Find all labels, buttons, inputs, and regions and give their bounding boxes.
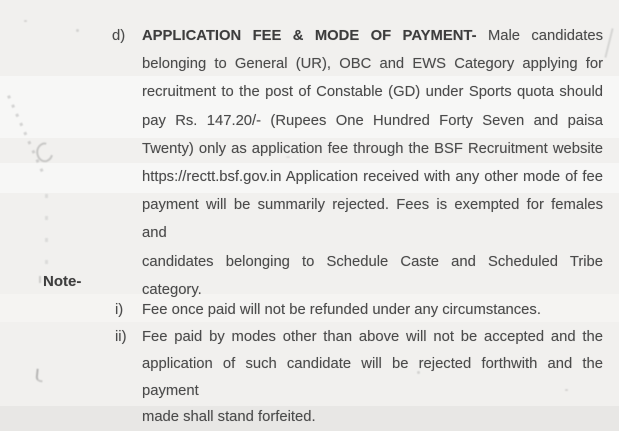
clause-d-line: candidates belonging to Schedule Caste and Scheduled Tribe — [142, 253, 603, 270]
scan-artifact — [76, 29, 79, 32]
clause-d-paragraph — [112, 22, 603, 304]
scan-artifact — [604, 28, 613, 58]
clause-d-heading-line — [112, 22, 603, 50]
clause-d-line-last: category. — [142, 281, 202, 298]
note-item-ii-marker: ii) — [115, 329, 127, 345]
clause-d-heading: APPLICATION FEE & MODE OF PAYMENT- — [142, 28, 477, 44]
scan-artifact — [35, 369, 43, 383]
scan-artifact — [24, 20, 27, 22]
note-item-ii-line: Fee paid by modes other than above will not be accepted and the — [142, 329, 603, 345]
note-item-i — [115, 297, 603, 324]
clause-d-line: pay Rs. 147.20/- (Rupees One Hundred Forty Seven and paisa — [142, 112, 603, 129]
note-item-i-line: Fee once paid will not be refunded under any circumstances. — [142, 302, 541, 318]
scan-artifact — [39, 276, 41, 283]
clause-d-line: https://rectt.bsf.gov.in Application received with any other mode of fee — [142, 169, 603, 186]
note-label: Note- — [43, 273, 82, 290]
note-item-ii-line-last: made shall stand forfeited. — [142, 409, 316, 426]
scan-artifact — [45, 194, 48, 264]
clause-d-heading-rest: Male candidates — [487, 28, 603, 44]
clause-d-list-marker: d) — [112, 28, 126, 44]
clause-d-line: belonging to General (UR), OBC and EWS Category applying for — [142, 56, 603, 73]
note-item-ii-line: application of such candidate will be rejected forthwith and the payment — [142, 355, 603, 399]
note-item-ii — [115, 324, 603, 431]
clause-d-line: payment will be summarily rejected. Fees is exempted for females and — [142, 197, 603, 242]
note-item-i-marker: i) — [115, 302, 124, 318]
clause-d-line: Twenty) only as application fee through the BSF Recruitment website — [142, 140, 603, 157]
clause-d-line: recruitment to the post of Constable (GD) under Sports quota should — [142, 84, 603, 101]
scan-artifact — [32, 140, 56, 165]
scan-artifact — [7, 95, 44, 173]
